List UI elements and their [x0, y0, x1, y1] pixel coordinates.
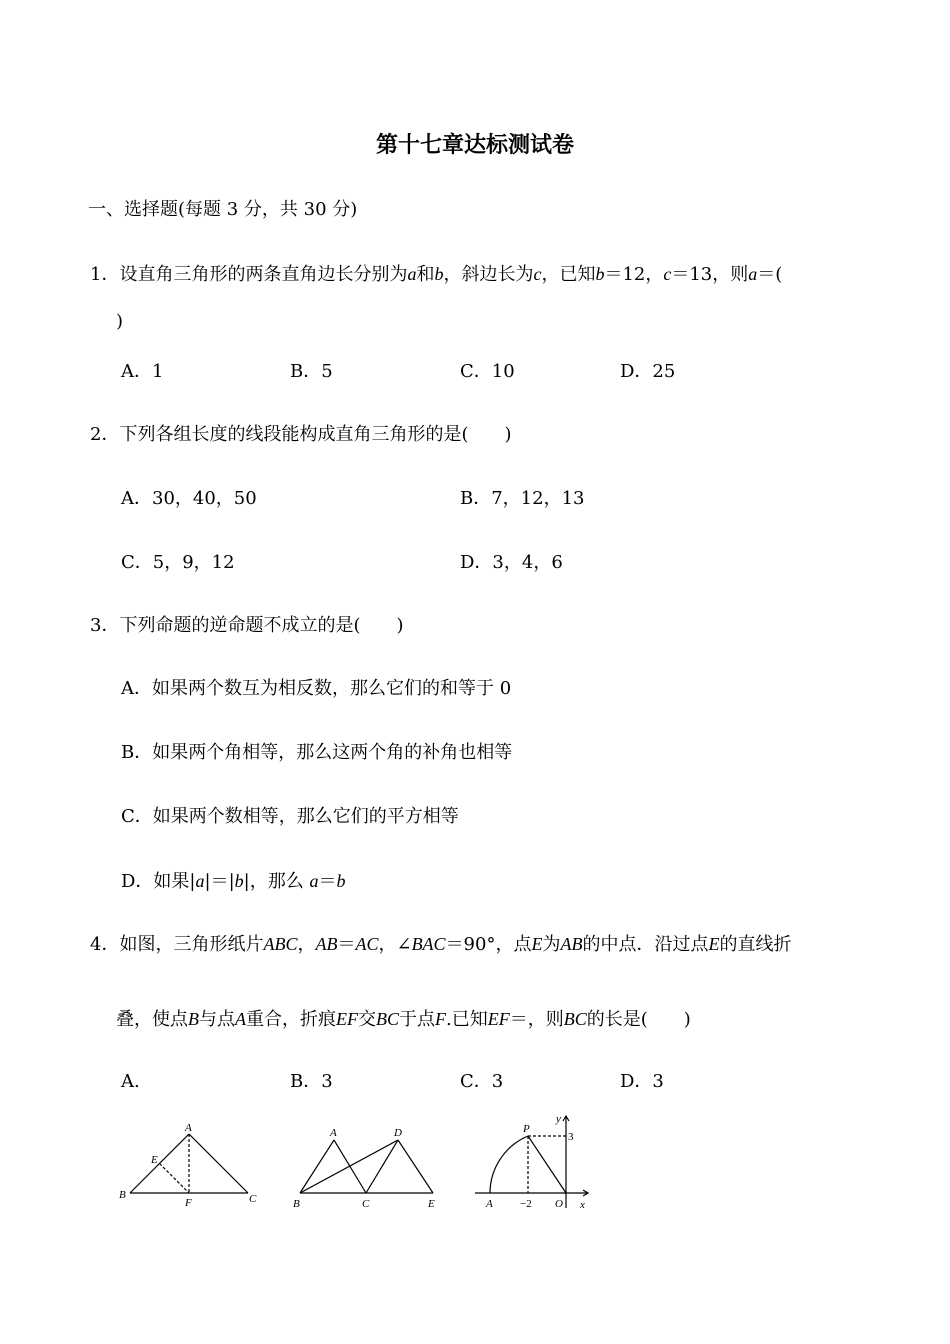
q3d-var: b	[234, 871, 244, 891]
q1-text: ，斜边长为	[443, 264, 534, 285]
label-b: B	[119, 1189, 126, 1201]
q4-option-b: B．3	[290, 1071, 333, 1092]
q2-option-b: B．7，12，13	[460, 488, 585, 509]
q4-var: BC	[376, 1009, 400, 1029]
label-three: 3	[568, 1131, 574, 1143]
q4-var: AB	[560, 934, 583, 954]
q1-option-c: C．10	[460, 361, 515, 382]
q4-text: 4．如图，三角形纸片	[90, 934, 264, 955]
q3-option-b: B．如果两个角相等，那么这两个角的补角也相等	[121, 742, 513, 763]
q1-var: b	[595, 264, 605, 284]
q4-text: ，∠	[378, 934, 412, 955]
q4-var: F	[435, 1009, 447, 1029]
q4-text: ＝	[337, 934, 356, 955]
q4-text: 于点	[399, 1009, 436, 1030]
question-4-stem-line-2	[116, 1007, 691, 1032]
label-o: O	[555, 1198, 563, 1210]
segment-ba	[300, 1140, 334, 1193]
label-x: x	[580, 1199, 585, 1211]
label-d: D	[394, 1127, 402, 1139]
q1-var: c	[663, 264, 672, 284]
q1-text: 1．设直角三角形的两条直角边长分别为	[90, 264, 408, 285]
q3d-var: a	[195, 871, 205, 891]
q3d-var: a	[309, 871, 319, 891]
q4-var: E	[531, 934, 543, 954]
label-p: P	[523, 1123, 530, 1135]
q1-text: ＝(	[757, 264, 783, 285]
q4-var: BAC	[411, 934, 446, 954]
q1-option-b: B．5	[290, 361, 333, 382]
label-f: F	[185, 1197, 192, 1209]
label-y: y	[556, 1113, 561, 1125]
q4-var: E	[708, 934, 720, 954]
q1-var: b	[434, 264, 444, 284]
q3d-text: ＝	[318, 871, 337, 892]
figure-two-triangles	[285, 1118, 445, 1218]
q4-text: 重合，折痕	[246, 1009, 336, 1030]
q2-option-c: C．5，9，12	[121, 552, 235, 573]
q2-option-d: D．3，4，6	[460, 552, 563, 573]
figure-triangle-fold	[110, 1118, 265, 1218]
label-a: A	[185, 1122, 192, 1134]
page-title: 第十七章达标测试卷	[375, 132, 574, 158]
q4-text: .已知	[446, 1009, 488, 1030]
q4-text: 的长是( )	[586, 1009, 691, 1030]
label-e: E	[428, 1198, 435, 1210]
q1-option-d: D．25	[620, 361, 676, 382]
q4-var: AB	[315, 934, 338, 954]
q4-option-a: A.	[121, 1071, 140, 1092]
q1-var: a	[407, 264, 417, 284]
q3d-var: b	[336, 871, 346, 891]
q1-var: c	[533, 264, 542, 284]
label-c: C	[249, 1193, 257, 1205]
q4-text: 为	[542, 934, 561, 955]
q4-text: 的直线折	[719, 934, 792, 955]
q3d-text: |＝|	[204, 871, 235, 892]
figure-coordinate-arc	[470, 1108, 595, 1218]
q1-var: a	[748, 264, 758, 284]
label-neg-two: −2	[520, 1198, 532, 1210]
q4-var: EF	[336, 1009, 358, 1029]
q1-text: 和	[416, 264, 435, 285]
segment-bd	[300, 1140, 398, 1193]
q1-option-a: A．1	[121, 361, 164, 382]
q4-text: 的中点．沿过点	[582, 934, 709, 955]
q4-option-c: C．3	[460, 1071, 504, 1092]
segment-ef-dashed	[160, 1164, 190, 1194]
q4-text: ＝，则	[509, 1009, 564, 1030]
q3-option-d	[121, 869, 345, 894]
q4-var: EF	[487, 1009, 510, 1029]
q4-text: 与点	[199, 1009, 235, 1030]
q1-text: ，已知	[541, 264, 596, 285]
q4-var: B	[188, 1009, 199, 1029]
question-1-close-paren: )	[116, 311, 124, 332]
segment-po	[528, 1136, 566, 1193]
q4-text: 交	[358, 1009, 376, 1030]
segment-ac	[189, 1134, 248, 1193]
arc-ap	[490, 1136, 528, 1193]
question-3-stem: 3．下列命题的逆命题不成立的是( )	[90, 615, 404, 636]
segment-cd	[366, 1140, 398, 1193]
q1-text: ＝13，则	[671, 264, 749, 285]
section-heading: 一、选择题(每题 3 分，共 30 分)	[88, 199, 358, 220]
segment-de	[398, 1140, 433, 1193]
q4-text: 叠，使点	[116, 1009, 188, 1030]
q4-text: ，	[297, 934, 316, 955]
q3d-text: D．如果|	[121, 871, 196, 892]
question-4-stem-line-1	[90, 932, 791, 957]
label-b: B	[293, 1198, 300, 1210]
q4-var: AC	[355, 934, 379, 954]
q4-var: ABC	[263, 934, 298, 954]
q2-option-a: A．30，40，50	[121, 488, 257, 509]
q1-text: ＝12，	[604, 264, 664, 285]
question-2-stem: 2．下列各组长度的线段能构成直角三角形的是( )	[90, 424, 512, 445]
q4-var: A	[235, 1009, 246, 1029]
question-1-stem	[90, 262, 782, 287]
label-a: A	[486, 1198, 493, 1210]
q3-option-a: A．如果两个数互为相反数，那么它们的和等于 0	[121, 678, 512, 699]
label-e: E	[151, 1154, 158, 1166]
label-a: A	[330, 1127, 337, 1139]
q4-option-d: D．3	[620, 1071, 664, 1092]
q3d-text: |，那么	[243, 871, 310, 892]
label-c: C	[362, 1198, 370, 1210]
q4-var: BC	[563, 1009, 587, 1029]
q4-text: ＝90°，点	[445, 934, 532, 955]
q3-option-c: C．如果两个数相等，那么它们的平方相等	[121, 806, 459, 827]
